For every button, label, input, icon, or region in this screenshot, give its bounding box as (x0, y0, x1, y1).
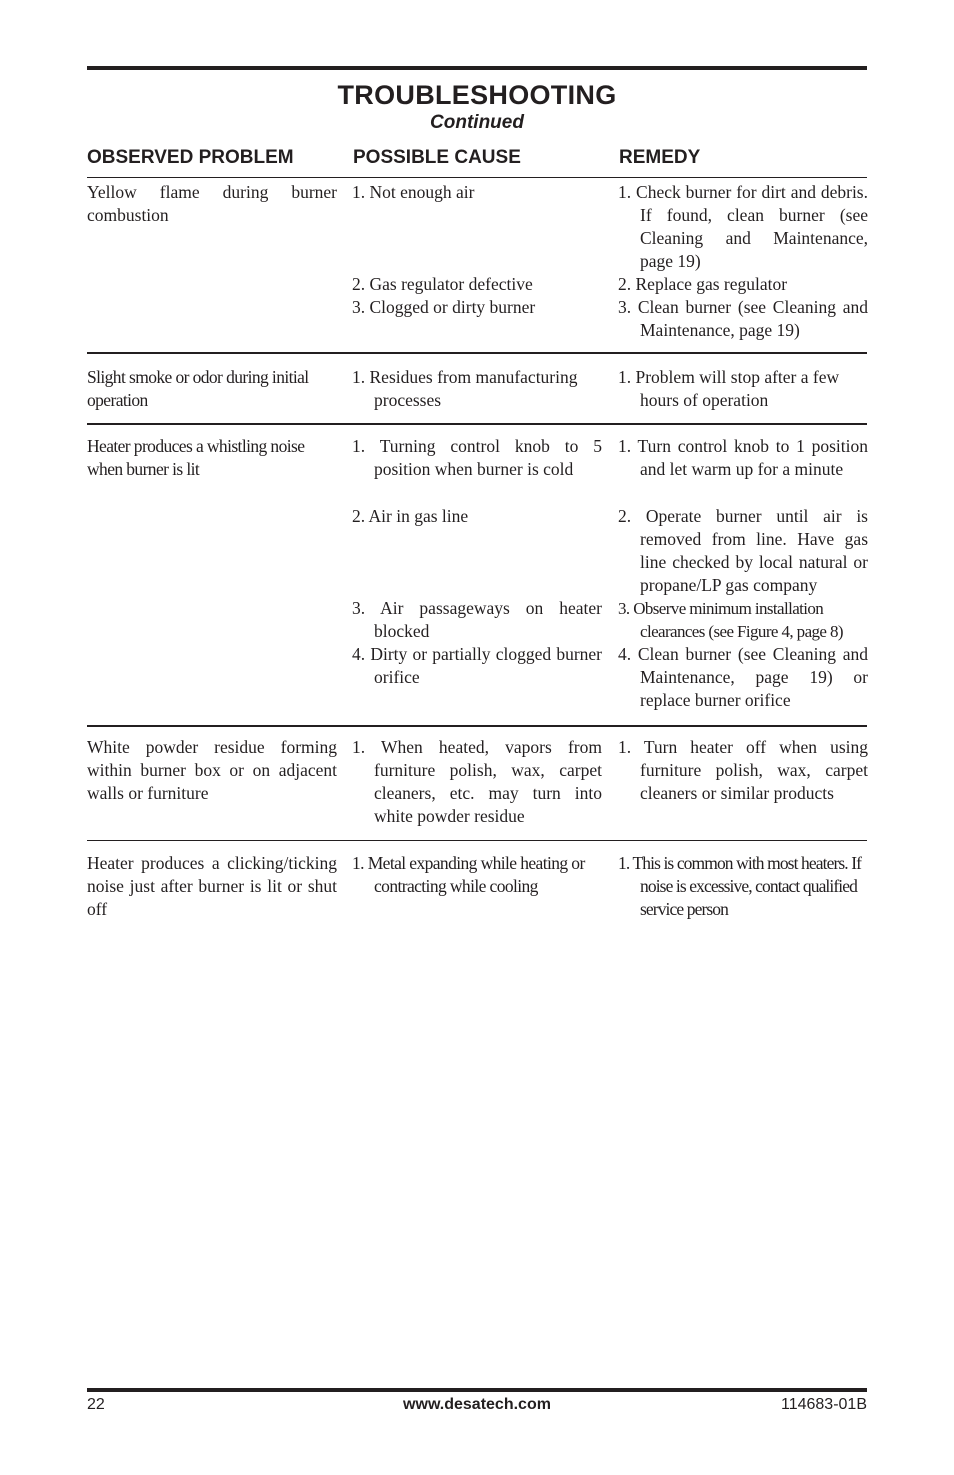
row-3-problem: Heater produces a whistling noise when burner is lit (87, 436, 305, 479)
row-divider (87, 352, 867, 354)
row-4-problem: White powder residue forming within burner box or on adjacent walls or furniture (87, 737, 337, 803)
row-2-remedy-1: 1. Problem will stop after a few hours of operation (618, 367, 840, 410)
row-3-remedy-3: 3. Observe minimum installation clearances (see Figure 4, page 8) (618, 599, 843, 641)
document-number: 114683-01B (781, 1396, 867, 1413)
column-header-remedy: REMEDY (619, 147, 701, 168)
column-header-problem: OBSERVED PROBLEM (87, 147, 294, 168)
row-3-remedy-2: 2. Operate burner until air is removed from line. Have gas line checked by local natural or propane/LP gas company (618, 506, 868, 595)
bottom-rule (87, 1388, 867, 1392)
row-divider (87, 423, 867, 425)
website-link[interactable]: www.desatech.com (403, 1396, 551, 1413)
row-1-cause-1: 1. Not enough air (352, 182, 475, 202)
row-divider (87, 840, 867, 841)
row-5-cause-1: 1. Metal expanding while heating or contracting while cooling (352, 853, 585, 896)
row-3-remedy-1: 1. Turn control knob to 1 position and let warm up for a minute (618, 436, 868, 479)
page-number: 22 (87, 1396, 105, 1413)
row-5-remedy-1: 1. This is common with most heaters. If noise is excessive, contact qualified service person (618, 853, 862, 919)
column-header-cause: POSSIBLE CAUSE (353, 147, 521, 168)
row-2-cause-1: 1. Residues from manufacturing processes (352, 367, 578, 410)
row-1-cause-3: 3. Clogged or dirty burner (352, 297, 536, 317)
row-1-remedy-3: 3. Clean burner (see Cleaning and Maintenance, page 19) (618, 297, 868, 340)
row-1-remedy-2: 2. Replace gas regulator (618, 274, 788, 294)
row-3-cause-3: 3. Air passageways on heater blocked (352, 598, 602, 641)
row-divider (87, 725, 867, 727)
page-subtitle: Continued (430, 112, 524, 133)
row-1-cause-2: 2. Gas regulator defective (352, 274, 533, 294)
row-5-problem: Heater produces a clicking/ticking noise just after burner is lit or shut off (87, 853, 337, 919)
row-3-cause-1: 1. Turning control knob to 5 position when burner is cold (352, 436, 602, 479)
row-4-remedy-1: 1. Turn heater off when using furniture polish, wax, carpet cleaners or similar products (618, 737, 868, 803)
top-rule (87, 66, 867, 70)
row-1-problem: Yellow flame during burner combustion (87, 182, 337, 225)
row-3-cause-2: 2. Air in gas line (352, 506, 469, 526)
page-title: TROUBLESHOOTING (337, 80, 617, 110)
row-4-cause-1: 1. When heated, vapors from furniture polish, wax, carpet cleaners, etc. may turn into white powder residue (352, 737, 602, 826)
row-2-problem: Slight smoke or odor during initial operation (87, 367, 309, 410)
row-3-cause-4: 4. Dirty or partially clogged burner orifice (352, 644, 602, 687)
header-rule (87, 177, 867, 178)
row-3-remedy-4: 4. Clean burner (see Cleaning and Maintenance, page 19) or replace burner orifice (618, 644, 868, 710)
row-1-remedy-1: 1. Check burner for dirt and debris. If found, clean burner (see Cleaning and Maintenance, page 19) (618, 182, 868, 271)
